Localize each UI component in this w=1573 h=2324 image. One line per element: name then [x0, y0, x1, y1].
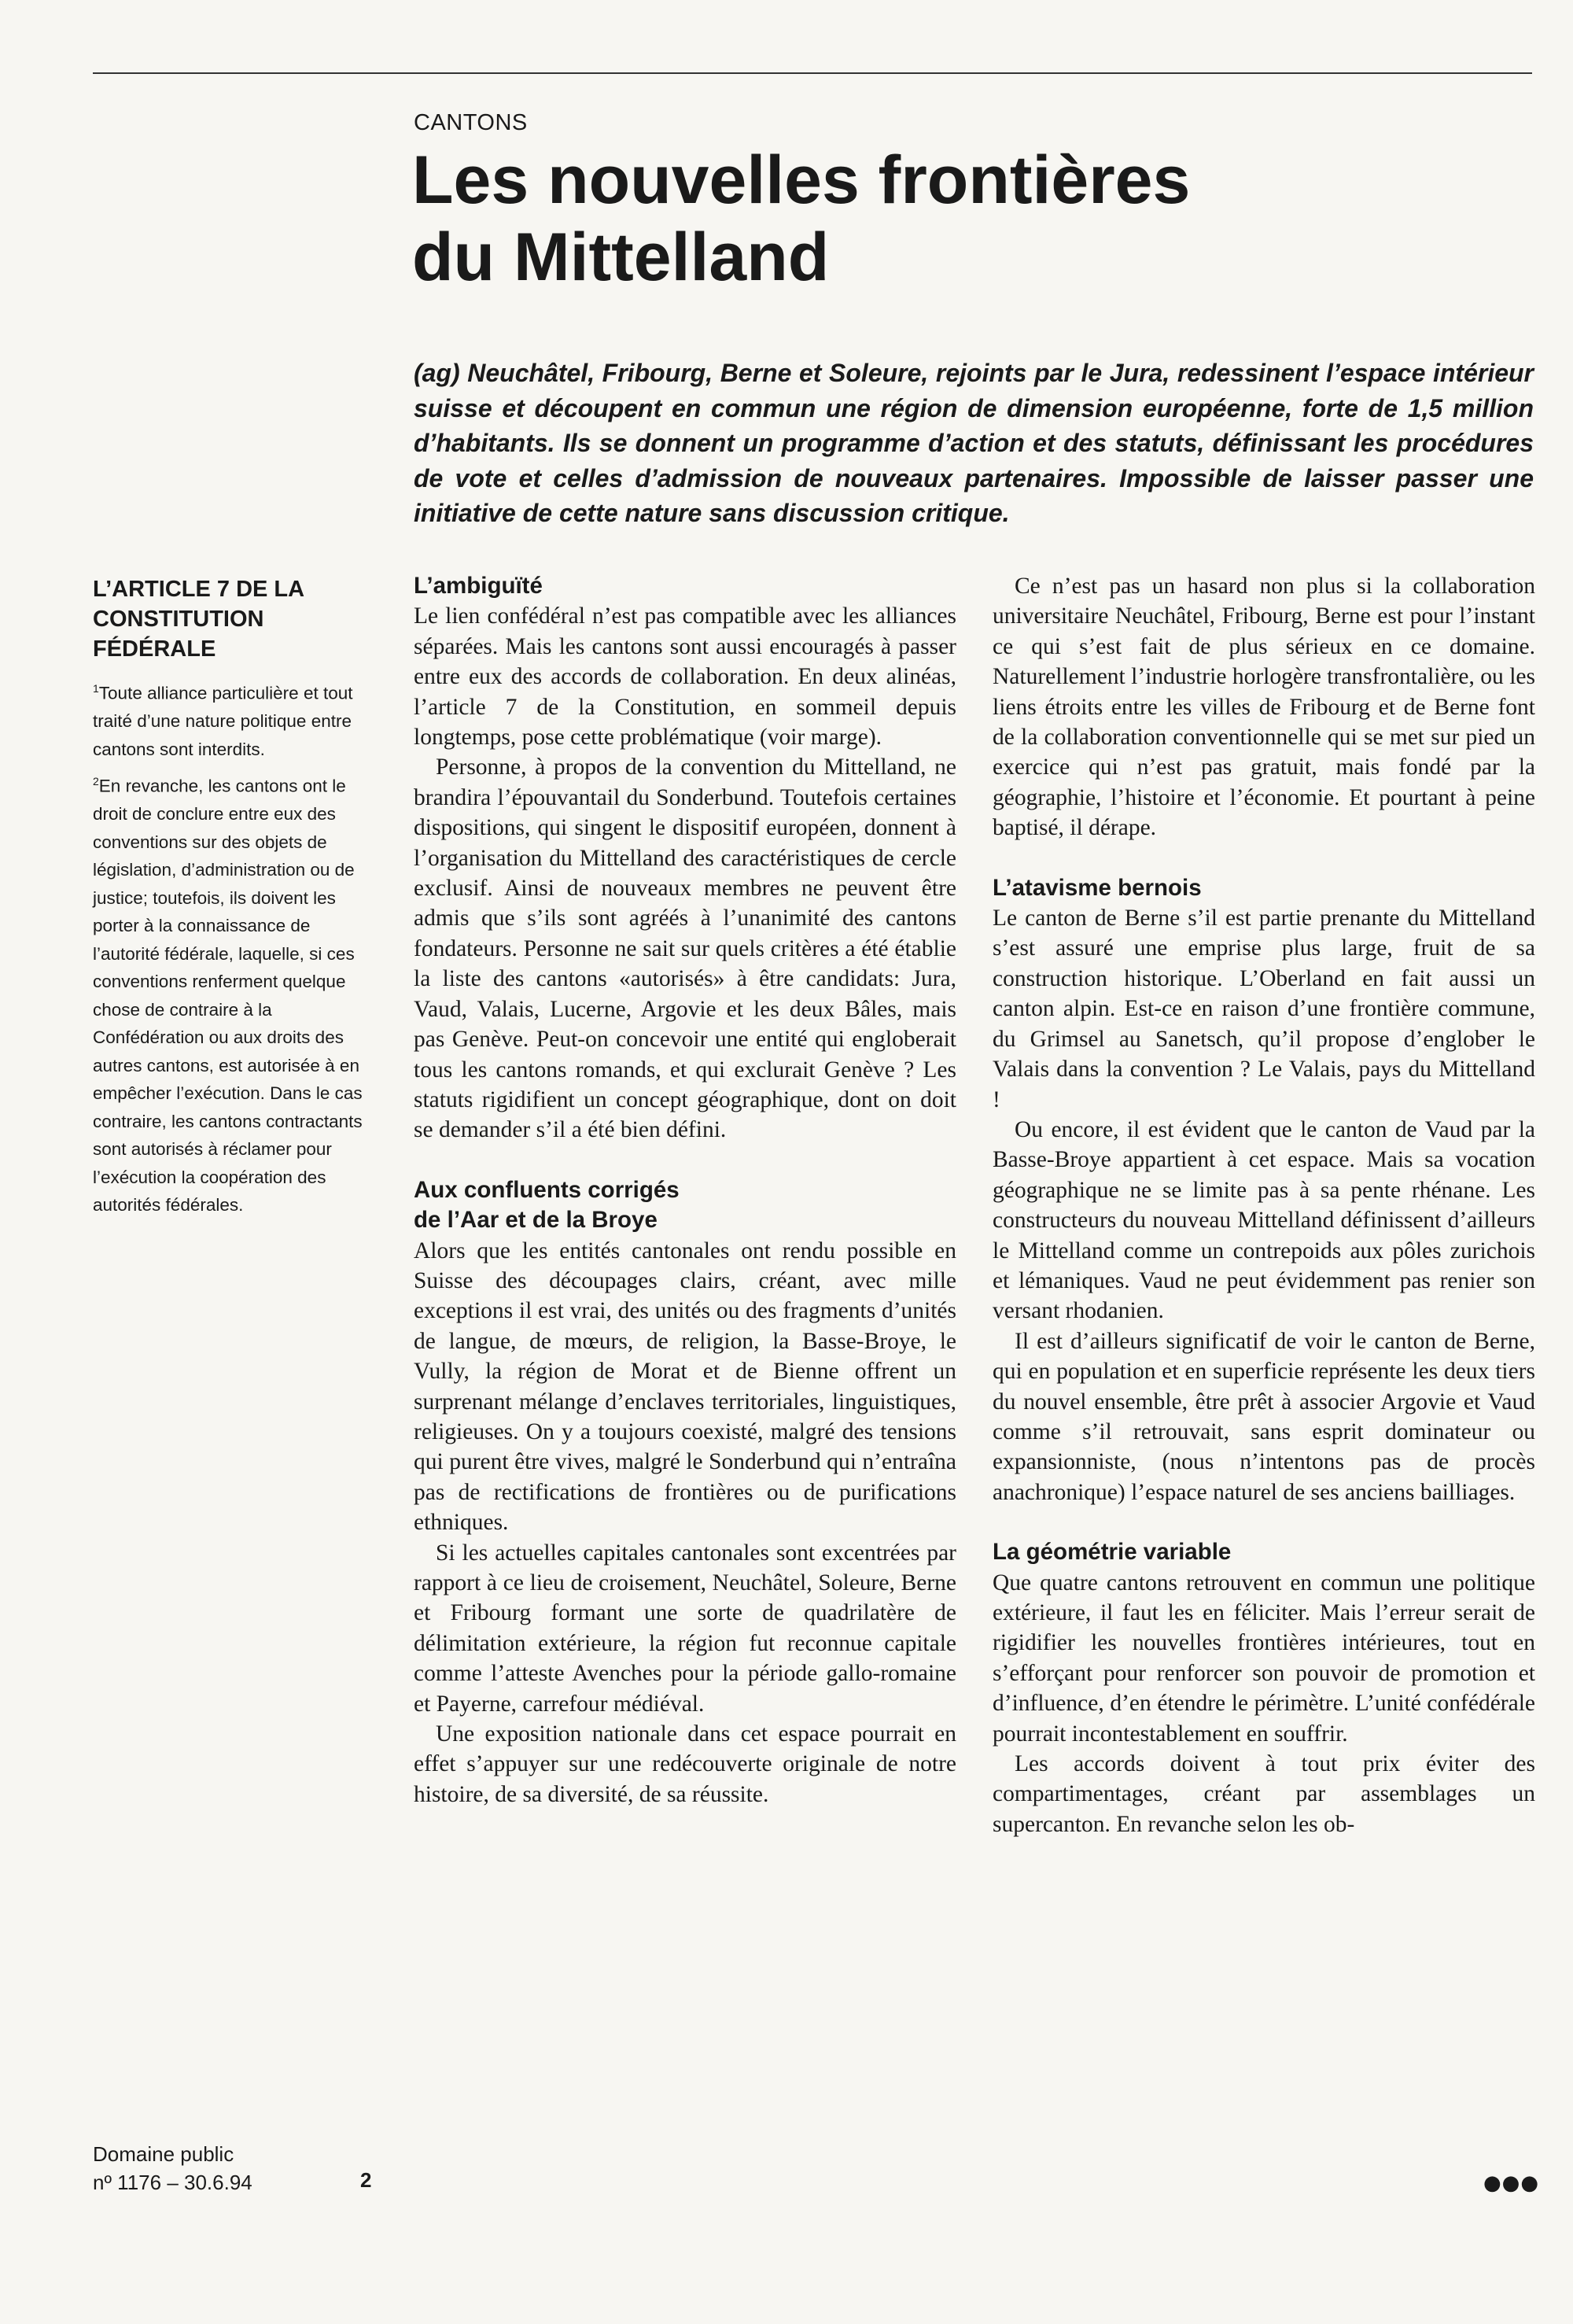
sidebar-title: L’ARTICLE 7 DE LA CONSTITUTION FÉDÉRALE: [93, 577, 304, 662]
sidebar-paragraph: $^2$En revanche, les cantons ont le droit de conclure entre eux des conventions sur des objets de législation, d’administration ou de justice; toutefois, ils doivent les porter à la connaissance de l’autorité fédérale, laquelle, si ces conventions renferment quelque chose de contraire à la Confédération ou aux droits des autres cantons, est autorisée à en empêcher l’exécution. Dans le cas contraire, les cantons contractants sont autorisés à réclamer pour l’exécution la coopération des autorités fédérales.: [93, 775, 363, 1215]
section-kicker: CANTONS: [414, 110, 528, 135]
publication-name: Domaine public: [93, 2142, 234, 2166]
section-heading: La géométrie variable: [993, 1539, 1232, 1566]
article-column-2: [993, 571, 1535, 1839]
lead-paragraph: (ag) Neuchâtel, Fribourg, Berne et Soleure, rejoints par le Jura, redessinent l’espace intérieur suisse et découpent en commun une région de dimension européenne, forte de 1,5 million d’habitants. Ils se donnent un programme d’action et des statuts, définissant les procédures de vote et celles d’admission de nouveaux partenaires. Impossible de laisser passer une initiative de cette nature sans discussion critique.: [414, 359, 1534, 527]
sidebar-paragraph: $^1$Toute alliance particulière et tout traité d’une nature politique entre cantons sont interdits.: [93, 682, 353, 759]
footnote-number: 1: [93, 682, 99, 695]
sidebar-article-7: [93, 574, 368, 1224]
body-paragraph: Il est d’ailleurs significatif de voir le canton de Berne, qui en population et en superficie représente les deux tiers du nouvel ensemble, être prêt à associer Argovie et Vaud comme s’il retrouvait, sans esprit dominateur ou expansionniste, (nous n’intentons pas de procès anachronique) l’espace naturel de ses anciens bailliages.: [993, 1328, 1535, 1505]
title-line-1: Les nouvelles frontières: [412, 142, 1191, 218]
body-paragraph: Le lien confédéral n’est pas compatible avec les alliances séparées. Mais les cantons sont aussi encouragés à passer entre eux des accords de collaboration. En deux alinéas, l’article 7 de la Constitution, en sommeil depuis longtemps, pose cette problématique (voir marge).: [414, 603, 956, 751]
body-paragraph: Le canton de Berne s’il est partie prenante du Mittelland s’est assuré une emprise plus large, fruit de sa construction historique. L’Oberland en fait aussi un canton alpin. Est-ce en raison d’une frontière commune, du Grimsel au Sanetsch, qu’il propose d’englober le Valais dans la convention ? Le Valais, pays du Mittelland !: [993, 906, 1535, 1112]
footnote-number: 2: [93, 775, 99, 788]
issue-date: nº 1176 – 30.6.94: [93, 2171, 252, 2194]
publication-footer: [93, 2140, 384, 2197]
body-paragraph: Si les actuelles capitales cantonales sont excentrées par rapport à ce lieu de croisement, Neuchâtel, Soleure, Berne et Fribourg formant une sorte de quadrilatère de délimitation extérieure, la région fut reconnue capitale comme l’atteste Avenches pour la période gallo-romaine et Payerne, carrefour médiéval.: [414, 1540, 956, 1717]
top-rule: [93, 72, 1532, 74]
page-title: [412, 142, 1435, 296]
page-number: 2: [360, 2168, 372, 2192]
body-paragraph: Que quatre cantons retrouvent en commun une politique extérieure, il faut les en féliciter. Mais l’erreur serait de rigidifier les nouvelles frontières intérieures, tout en s’efforçant pour renforcer son pouvoir de promotion et d’influence, d’en étendre le périmètre. L’unité confédérale pourrait incontestablement en souffrir.: [993, 1570, 1535, 1747]
body-paragraph: Personne, à propos de la convention du Mittelland, ne brandira l’épouvantail du Sonderbund. Toutefois certaines dispositions, qui singent le dispositif européen, donnent à l’organisation du Mittelland des caractéristiques de cercle exclusif. Ainsi de nouveaux membres ne peuvent être admis que s’ils sont agréés à l’unanimité des cantons fondateurs. Personne ne sait sur quels critères a été établie la liste des cantons «autorisés» à être candidats: Jura, Vaud, Valais, Lucerne, Argovie et les deux Bâles, mais pas Genève. Peut-on concevoir une entité qui engloberait tous les cantons romands, et qui exclurait Genève ? Les statuts rigidifient un concept géographique, dont on doit se demander s’il a été bien défini.: [414, 754, 956, 1143]
section-heading: Aux confluents corrigés de l’Aar et de la Broye: [414, 1176, 680, 1234]
body-paragraph: Ce n’est pas un hasard non plus si la collaboration universitaire Neuchâtel, Fribourg, Berne est pour l’instant ce qui s’est fait de plus sérieux en ce domaine. Naturellement l’industrie horlogère transfrontalière, ou les liens étroits entre les villes de Fribourg et de Berne font de la collaboration conventionnelle qui se met sur pied un exercice qui n’est pas gratuit, mais fondé par la géographie, l’histoire et l’économie. Et pourtant à peine baptisé, il dérape.: [993, 574, 1535, 841]
body-paragraph: Une exposition nationale dans cet espace pourrait en effet s’appuyer sur une redécouverte originale de notre histoire, de sa diversité, de sa réussite.: [414, 1721, 956, 1807]
section-heading: L’ambiguïté: [414, 573, 543, 599]
continued-marker: ●●●: [1483, 2171, 1540, 2195]
section-heading: L’atavisme bernois: [993, 874, 1202, 901]
body-paragraph: Ou encore, il est évident que le canton de Vaud par la Basse-Broye appartient à cet espace. Mais sa vocation géographique ne se limite pas à sa pente rhénane. Les constructeurs du nouveau Mittelland définissent d’ailleurs le Mittelland comme un contrepoids aux pôles zurichois et lémaniques. Vaud ne peut évidemment pas renier son versant rhodanien.: [993, 1116, 1535, 1324]
body-paragraph: Les accords doivent à tout prix éviter des compartimentages, créant par assemblages un supercanton. En revanche selon les ob-: [993, 1751, 1535, 1837]
body-paragraph: Alors que les entités cantonales ont rendu possible en Suisse des découpages clairs, créant, avec mille exceptions il est vrai, des unités ou des fragments d’unités de langue, de mœurs, de religion, la Basse-Broye, le Vully, la région de Morat et de Bienne offrent un surprenant mélange d’enclaves territoriales, linguistiques, religieuses. On y a toujours coexisté, malgré des tensions qui purent être vives, malgré le Sonderbund qui n’entraîna pas de rectifications de frontières ou de purifications ethniques.: [414, 1238, 956, 1536]
article-column-1: [414, 571, 956, 1809]
title-line-2: du Mittelland: [412, 219, 830, 295]
